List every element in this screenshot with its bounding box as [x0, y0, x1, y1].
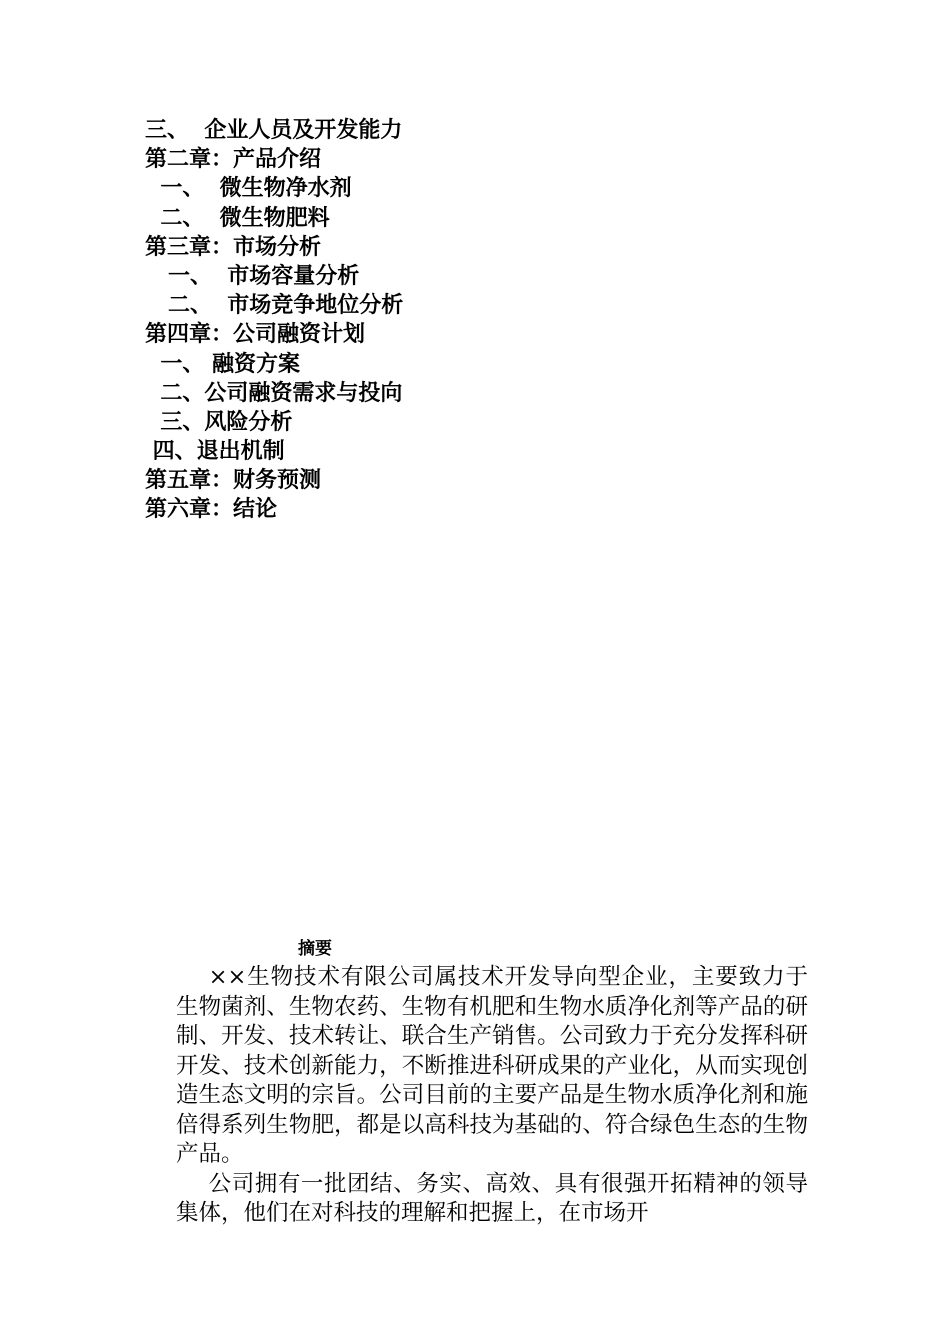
toc-chapter: 第二章：产品介绍	[145, 147, 322, 173]
toc-entry: 二、 市场竞争地位分析	[167, 293, 404, 319]
table-of-contents	[145, 116, 403, 525]
abstract-paragraph: 公司拥有一批团结、务实、高效、具有很强开拓精神的领导集体，他们在对科技的理解和把握上，在市场开	[176, 1170, 808, 1226]
toc-entry: 二、 微生物肥料	[160, 205, 330, 231]
toc-chapter: 第六章：结论	[145, 497, 278, 523]
toc-entry: 三、 企业人员及开发能力	[145, 118, 403, 143]
toc-entry: 三、风险分析	[160, 409, 293, 435]
toc-entry: 四、退出机制	[152, 439, 285, 465]
toc-entry: 一、 融资方案	[160, 351, 300, 377]
toc-chapter: 第四章：公司融资计划	[145, 322, 366, 348]
toc-entry: 二、公司融资需求与投向	[160, 380, 403, 406]
toc-chapter: 第三章：市场分析	[145, 234, 322, 260]
abstract-title: 摘要	[298, 939, 332, 959]
abstract-paragraph: ××生物技术有限公司属技术开发导向型企业，主要致力于生物菌剂、生物农药、生物有机肥和生物水质净化剂等产品的研制、开发、技术转让、联合生产销售。公司致力于充分发挥科研开发、技术创新能力，不断推进科研成果的产业化，从而实现创造生态文明的宗旨。公司目前的主要产品是生物水质净化剂和施倍得系列生物肥，都是以高科技为基础的、符合绿色生态的生物产品。	[176, 964, 808, 1167]
abstract-section	[176, 935, 808, 1229]
toc-entry: 一、 市场容量分析	[167, 263, 360, 289]
toc-chapter: 第五章：财务预测	[145, 468, 322, 494]
toc-entry: 一、 微生物净水剂	[160, 176, 352, 202]
